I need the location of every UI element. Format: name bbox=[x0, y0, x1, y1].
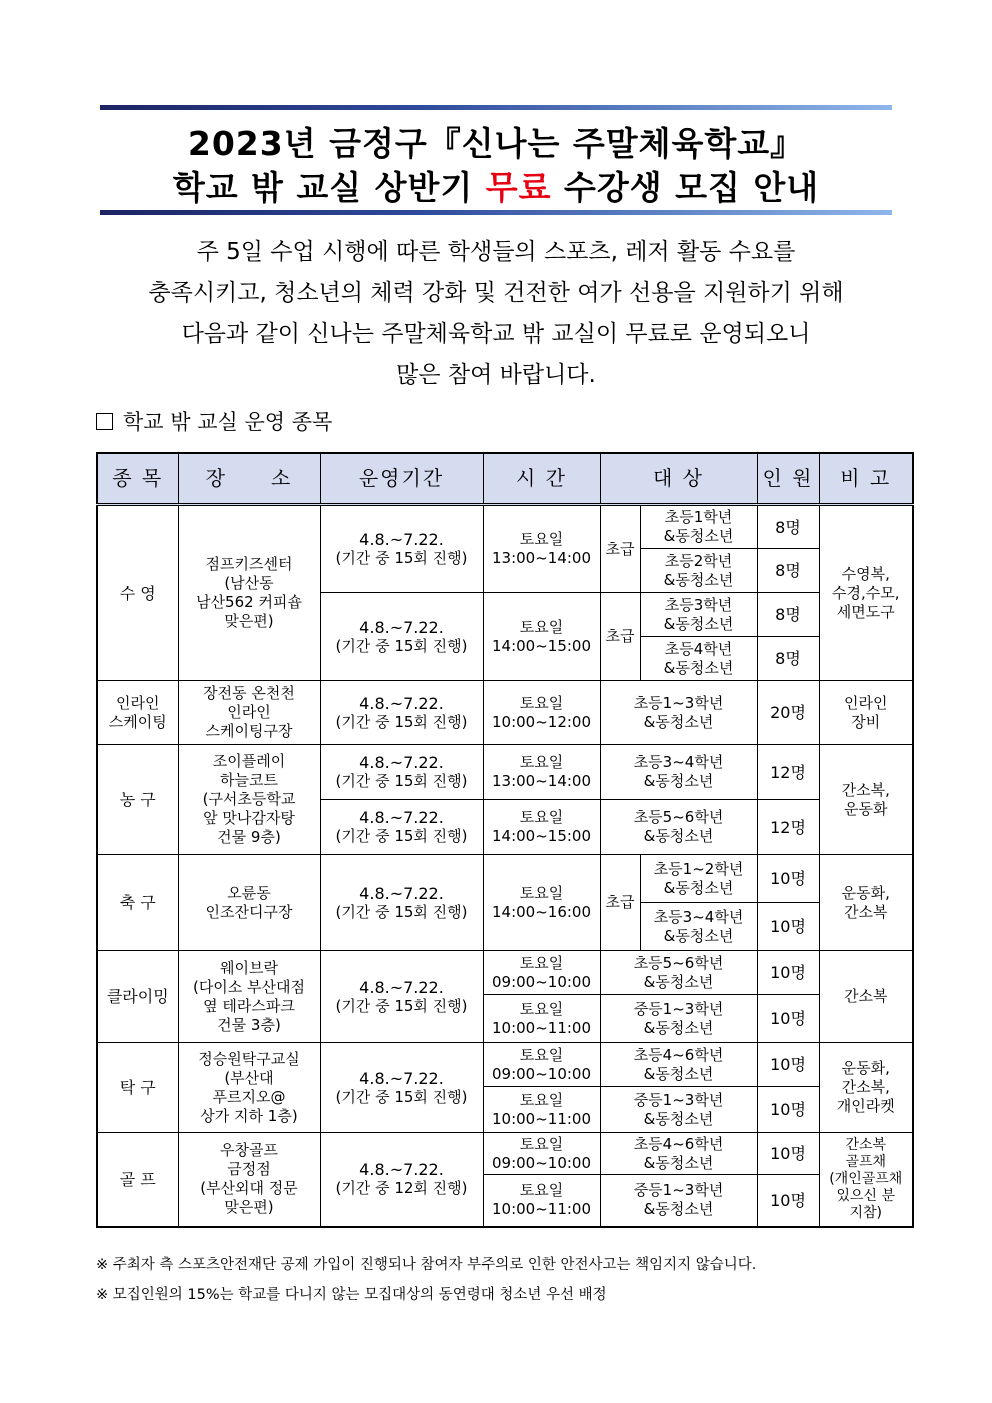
period bbox=[320, 1043, 483, 1133]
place: 조이플레이 하늘코트 (구서초등학교 앞 맛나감자탕 건물 9층) bbox=[178, 745, 320, 855]
count: 8명 bbox=[757, 637, 819, 681]
section-heading bbox=[96, 406, 332, 436]
time: 토요일 09:00~10:00 bbox=[483, 1133, 600, 1175]
note: 간소복 골프채 (개인골프채 있으신 분 지참) bbox=[819, 1133, 913, 1227]
period bbox=[320, 505, 483, 593]
table-row bbox=[97, 1043, 913, 1087]
place: 오륜동 인조잔디구장 bbox=[178, 855, 320, 951]
time: 토요일 13:00~14:00 bbox=[483, 745, 600, 800]
period-sessions: (기간 중 15회 진행) bbox=[335, 549, 468, 567]
period-sessions: (기간 중 15회 진행) bbox=[335, 902, 468, 921]
count: 10명 bbox=[757, 1087, 819, 1133]
level: 초급 bbox=[600, 505, 640, 593]
table-row bbox=[97, 951, 913, 995]
target: 초등1학년 &동청소년 bbox=[640, 505, 757, 549]
target: 초등4~6학년 &동청소년 bbox=[600, 1043, 757, 1087]
title-part-a: 학교 밖 교실 상반기 bbox=[172, 168, 486, 207]
title-part-b: 수강생 모집 안내 bbox=[551, 168, 820, 207]
sport-name: 수 영 bbox=[97, 505, 178, 681]
period-sessions: (기간 중 12회 진행) bbox=[335, 1179, 468, 1198]
target: 초등2학년 &동청소년 bbox=[640, 549, 757, 593]
count: 10명 bbox=[757, 1043, 819, 1087]
table-row bbox=[97, 855, 913, 903]
col-sport: 종 목 bbox=[97, 453, 178, 505]
period-dates: 4.8.~7.22. bbox=[359, 1068, 444, 1088]
count: 8명 bbox=[757, 505, 819, 549]
target: 초등1~3학년 &동청소년 bbox=[600, 681, 757, 745]
time: 토요일 10:00~11:00 bbox=[483, 1087, 600, 1133]
target: 초등4~6학년 &동청소년 bbox=[600, 1133, 757, 1175]
col-period: 운영기간 bbox=[320, 453, 483, 505]
place: 우창골프 금정점 (부산외대 정문 맞은편) bbox=[178, 1133, 320, 1227]
table-row bbox=[97, 505, 913, 549]
count: 10명 bbox=[757, 903, 819, 951]
sport-name: 탁 구 bbox=[97, 1043, 178, 1133]
time: 토요일 13:00~14:00 bbox=[483, 505, 600, 593]
time: 토요일 14:00~15:00 bbox=[483, 800, 600, 855]
page-title-line2 bbox=[0, 162, 992, 209]
level: 초급 bbox=[600, 855, 640, 951]
col-time: 시 간 bbox=[483, 453, 600, 505]
period-dates: 4.8.~7.22. bbox=[359, 753, 444, 772]
period-dates: 4.8.~7.22. bbox=[359, 808, 444, 827]
period-dates: 4.8.~7.22. bbox=[359, 693, 444, 713]
target: 초등4학년 &동청소년 bbox=[640, 637, 757, 681]
count: 10명 bbox=[757, 995, 819, 1043]
table-row bbox=[97, 681, 913, 745]
count: 8명 bbox=[757, 593, 819, 637]
time: 토요일 14:00~16:00 bbox=[483, 855, 600, 951]
sport-name: 클라이밍 bbox=[97, 951, 178, 1043]
target: 중등1~3학년 &동청소년 bbox=[600, 1087, 757, 1133]
period-sessions: (기간 중 15회 진행) bbox=[335, 772, 468, 790]
sport-name: 인라인 스케이팅 bbox=[97, 681, 178, 745]
target: 초등3~4학년 &동청소년 bbox=[640, 903, 757, 951]
count: 12명 bbox=[757, 800, 819, 855]
period bbox=[320, 1133, 483, 1227]
target: 초등5~6학년 &동청소년 bbox=[600, 800, 757, 855]
place: 점프키즈센터 (남산동 남산562 커피숍 맞은편) bbox=[178, 505, 320, 681]
period-sessions: (기간 중 15회 진행) bbox=[335, 827, 468, 845]
col-target: 대 상 bbox=[600, 453, 757, 505]
intro-line: 주 5일 수업 시행에 따른 학생들의 스포츠, 레저 활동 수요를 bbox=[196, 239, 796, 265]
title-bar-bottom bbox=[100, 210, 892, 215]
table-row bbox=[97, 1133, 913, 1175]
time: 토요일 09:00~10:00 bbox=[483, 951, 600, 995]
target: 중등1~3학년 &동청소년 bbox=[600, 995, 757, 1043]
period-dates: 4.8.~7.22. bbox=[359, 883, 444, 903]
program-table bbox=[96, 452, 914, 1228]
intro-line: 충족시키고, 청소년의 체력 강화 및 건전한 여가 선용을 지원하기 위해 bbox=[148, 280, 844, 306]
period-dates: 4.8.~7.22. bbox=[359, 530, 444, 549]
target: 초등3학년 &동청소년 bbox=[640, 593, 757, 637]
page-title-line1: 2023년 금정구『신나는 주말체육학교』 bbox=[187, 124, 805, 163]
target: 초등1~2학년 &동청소년 bbox=[640, 855, 757, 903]
col-note: 비 고 bbox=[819, 453, 913, 505]
title-bar-top bbox=[100, 105, 892, 110]
note: 간소복, 운동화 bbox=[819, 745, 913, 855]
period bbox=[320, 855, 483, 951]
period-sessions: (기간 중 15회 진행) bbox=[335, 636, 468, 655]
sport-name: 골 프 bbox=[97, 1133, 178, 1227]
note: 간소복 bbox=[819, 951, 913, 1043]
sport-name: 농 구 bbox=[97, 745, 178, 855]
section-title: 학교 밖 교실 운영 종목 bbox=[123, 410, 333, 434]
note: 운동화, 간소복 bbox=[819, 855, 913, 951]
time: 토요일 10:00~12:00 bbox=[483, 681, 600, 745]
target: 초등3~4학년 &동청소년 bbox=[600, 745, 757, 800]
period-sessions: (기간 중 15회 진행) bbox=[335, 712, 468, 731]
count: 10명 bbox=[757, 1175, 819, 1227]
col-count: 인 원 bbox=[757, 453, 819, 505]
period bbox=[320, 745, 483, 800]
footnote: ※ 주최자 측 스포츠안전재단 공제 가입이 진행되나 참여자 부주의로 인한 안전사고는 책임지지 않습니다. bbox=[96, 1257, 757, 1273]
footnotes bbox=[96, 1250, 756, 1310]
time: 토요일 14:00~15:00 bbox=[483, 593, 600, 681]
col-place: 장 소 bbox=[178, 453, 320, 505]
count: 10명 bbox=[757, 855, 819, 903]
period-sessions: (기간 중 15회 진행) bbox=[335, 1087, 468, 1106]
count: 20명 bbox=[757, 681, 819, 745]
sport-name: 축 구 bbox=[97, 855, 178, 951]
period bbox=[320, 681, 483, 745]
table-header-row bbox=[97, 453, 913, 505]
time: 토요일 10:00~11:00 bbox=[483, 995, 600, 1043]
intro-paragraph bbox=[60, 232, 932, 396]
period-dates: 4.8.~7.22. bbox=[359, 617, 444, 637]
count: 10명 bbox=[757, 951, 819, 995]
level: 초급 bbox=[600, 593, 640, 681]
place: 정승원탁구교실 (부산대 푸르지오@ 상가 지하 1층) bbox=[178, 1043, 320, 1133]
intro-line: 많은 참여 바랍니다. bbox=[396, 362, 596, 388]
time: 토요일 09:00~10:00 bbox=[483, 1043, 600, 1087]
period bbox=[320, 800, 483, 855]
period bbox=[320, 951, 483, 1043]
period bbox=[320, 593, 483, 681]
period-dates: 4.8.~7.22. bbox=[359, 1160, 444, 1180]
note: 인라인 장비 bbox=[819, 681, 913, 745]
time: 토요일 10:00~11:00 bbox=[483, 1175, 600, 1227]
title-free-highlight: 무료 bbox=[485, 168, 552, 207]
table-row bbox=[97, 745, 913, 800]
checkbox-square-icon bbox=[96, 413, 113, 430]
intro-line: 다음과 같이 신나는 주말체육학교 밖 교실이 무료로 운영되오니 bbox=[181, 321, 811, 347]
footnote: ※ 모집인원의 15%는 학교를 다니지 않는 모집대상의 동연령대 청소년 우선 배정 bbox=[96, 1287, 607, 1303]
period-sessions: (기간 중 15회 진행) bbox=[335, 996, 468, 1015]
place: 장전동 온천천 인라인 스케이팅구장 bbox=[178, 681, 320, 745]
count: 10명 bbox=[757, 1133, 819, 1175]
count: 12명 bbox=[757, 745, 819, 800]
note: 수영복, 수경,수모, 세면도구 bbox=[819, 505, 913, 681]
period-dates: 4.8.~7.22. bbox=[359, 977, 444, 997]
target: 초등5~6학년 &동청소년 bbox=[600, 951, 757, 995]
place: 웨이브락 (다이소 부산대점 옆 테라스파크 건물 3층) bbox=[178, 951, 320, 1043]
target: 중등1~3학년 &동청소년 bbox=[600, 1175, 757, 1227]
count: 8명 bbox=[757, 549, 819, 593]
note: 운동화, 간소복, 개인라켓 bbox=[819, 1043, 913, 1133]
